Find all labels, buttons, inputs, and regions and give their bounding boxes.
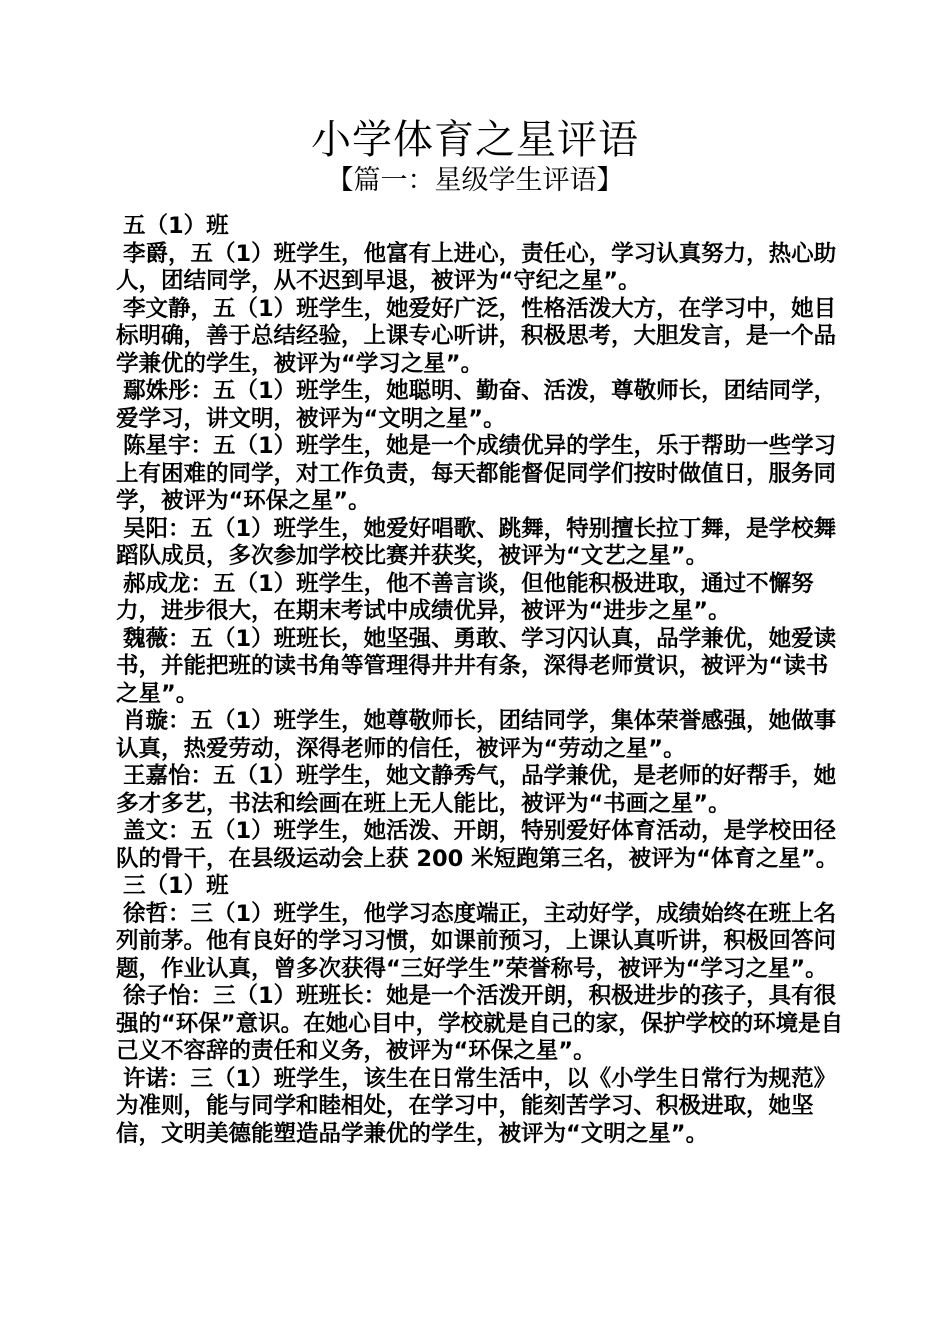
- comment-paragraph: 肖璇：五（1）班学生，她尊敬师长，团结同学，集体荣誉感强，她做事认真，热爱劳动，深得老师的信任，被评为“劳动之星”。: [116, 708, 837, 762]
- comment-paragraph: 李爵，五（1）班学生，他富有上进心，责任心，学习认真努力，热心助人，团结同学，从不迟到早退，被评为“守纪之星”。: [116, 240, 837, 294]
- comment-paragraph: 徐哲：三（1）班学生，他学习态度端正，主动好学，成绩始终在班上名列前茅。他有良好的学习习惯，如课前预习，上课认真听讲，积极回答问题，作业认真，曾多次获得“三好学生”荣誉称号，被评为“学习之星”。: [116, 900, 837, 982]
- class-heading-5-1: 五（1）班: [123, 213, 229, 239]
- comment-paragraph: 盖文：五（1）班学生，她活泼、开朗，特别爱好体育活动，是学校田径队的骨干，在县级运动会上获 200 米短跑第三名，被评为“体育之星”。: [116, 818, 839, 872]
- comment-paragraph: 魏薇：五（1）班班长，她坚强、勇敢、学习闪认真，品学兼优，她爱读书，并能把班的读书角等管理得井井有条，深得老师赏识，被评为“读书之星”。: [116, 625, 837, 707]
- document-title: 小学体育之星评语: [311, 117, 639, 163]
- comment-paragraph: 吴阳：五（1）班学生，她爱好唱歌、跳舞，特别擅长拉丁舞，是学校舞蹈队成员，多次参加学校比赛并获奖，被评为“文艺之星”。: [116, 515, 837, 569]
- comment-paragraph: 徐子怡：三（1）班班长：她是一个活泼开朗，积极进步的孩子，具有很强的“环保”意识。在她心目中，学校就是自己的家，保护学校的环境是自己义不容辞的责任和义务，被评为“环保之星”。: [116, 983, 844, 1064]
- comment-paragraph: 王嘉怡：五（1）班学生，她文静秀气，品学兼优，是老师的好帮手，她多才多艺，书法和绘画在班上无人能比，被评为“书画之星”。: [116, 763, 837, 817]
- class-heading-3-1: 三（1）班: [123, 873, 229, 899]
- comment-paragraph: 许诺：三（1）班学生，该生在日常生活中，以《小学生日常行为规范》为准则，能与同学和睦相处，在学习中，能刻苦学习、积极进取，她坚信，文明美德能塑造品学兼优的学生，被评为“文明之星”。: [116, 1065, 837, 1147]
- document-subtitle: 【篇一：星级学生评语】: [326, 165, 624, 196]
- document-body: [116, 213, 844, 1148]
- comment-paragraph: 鄢姝彤：五（1）班学生，她聪明、勤奋、活泼，尊敬师长，团结同学，爱学习，讲文明，被评为“文明之星”。: [116, 378, 837, 432]
- comment-paragraph: 郝成龙：五（1）班学生，他不善言谈，但他能积极进取，通过不懈努力，进步很大，在期末考试中成绩优异，被评为“进步之星”。: [116, 570, 814, 624]
- comment-paragraph: 陈星宇：五（1）班学生，她是一个成绩优异的学生，乐于帮助一些学习上有困难的同学，对工作负责，每天都能督促同学们按时做值日，服务同学，被评为“环保之星”。: [116, 433, 837, 514]
- comment-paragraph: 李文静，五（1）班学生，她爱好广泛，性格活泼大方，在学习中，她目标明确，善于总结经验，上课专心听讲，积极思考，大胆发言，是一个品学兼优的学生，被评为“学习之星”。: [116, 295, 837, 377]
